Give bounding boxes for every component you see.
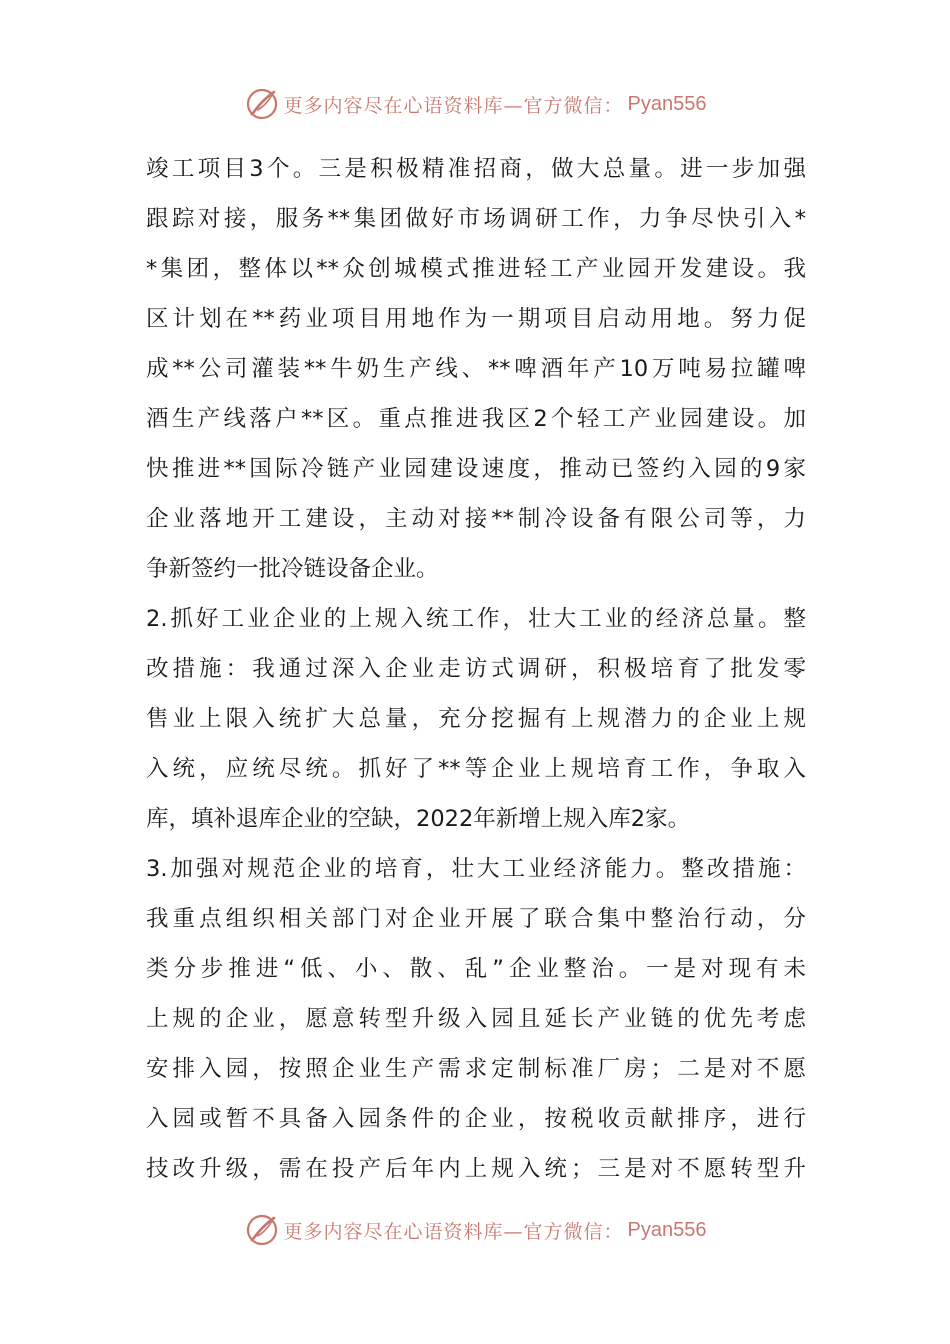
text-line: 售业上限入统扩大总量，充分挖掘有上规潜力的企业上规 [146, 706, 806, 732]
text-line: 区计划在**药业项目用地作为一期项目启动用地。努力促 [146, 306, 806, 332]
banner-text: 更多内容尽在心语资料库—官方微信： [283, 1220, 624, 1243]
text-line: 快推进**国际冷链产业园建设速度，推动已签约入园的9家 [146, 456, 806, 482]
text-line: 技改升级，需在投产后年内上规入统；三是对不愿转型升 [146, 1156, 806, 1182]
text-line: 改措施：我通过深入企业走访式调研，积极培育了批发零 [146, 656, 806, 682]
document-body [146, 144, 806, 1194]
text-line: 成**公司灌装**牛奶生产线、**啤酒年产10万吨易拉罐啤 [146, 356, 806, 382]
text-line: 酒生产线落户**区。重点推进我区2个轻工产业园建设。加 [146, 406, 806, 432]
text-line: 3.加强对规范企业的培育，壮大工业经济能力。整改措施： [146, 856, 806, 882]
quill-logo-icon [244, 86, 280, 122]
text-line: *集团，整体以**众创城模式推进轻工产业园开发建设。我 [146, 256, 806, 282]
banner-wechat-id: Pyan556 [627, 1218, 707, 1241]
text-line: 入统，应统尽统。抓好了**等企业上规培育工作，争取入 [146, 756, 806, 782]
text-line: 企业落地开工建设，主动对接**制冷设备有限公司等，力 [146, 506, 806, 532]
header-banner [0, 84, 950, 124]
quill-logo-icon [244, 1212, 280, 1248]
footer-banner [0, 1210, 950, 1250]
text-line: 类分步推进“低、小、散、乱”企业整治。一是对现有未 [146, 956, 806, 982]
text-line: 竣工项目3个。三是积极精准招商，做大总量。进一步加强 [146, 156, 806, 182]
text-line: 2.抓好工业企业的上规入统工作，壮大工业的经济总量。整 [146, 606, 806, 632]
text-line: 我重点组织相关部门对企业开展了联合集中整治行动，分 [146, 906, 806, 932]
banner-wechat-id: Pyan556 [627, 92, 707, 115]
text-line: 跟踪对接，服务**集团做好市场调研工作，力争尽快引入* [146, 206, 806, 232]
text-line: 入园或暂不具备入园条件的企业，按税收贡献排序，进行 [146, 1106, 806, 1132]
text-line: 争新签约一批冷链设备企业。 [146, 556, 439, 582]
banner-text: 更多内容尽在心语资料库—官方微信： [283, 94, 624, 117]
text-line: 安排入园，按照企业生产需求定制标准厂房；二是对不愿 [146, 1056, 806, 1082]
text-line: 库，填补退库企业的空缺，2022年新增上规入库2家。 [146, 806, 691, 832]
text-line: 上规的企业，愿意转型升级入园且延长产业链的优先考虑 [146, 1006, 806, 1032]
